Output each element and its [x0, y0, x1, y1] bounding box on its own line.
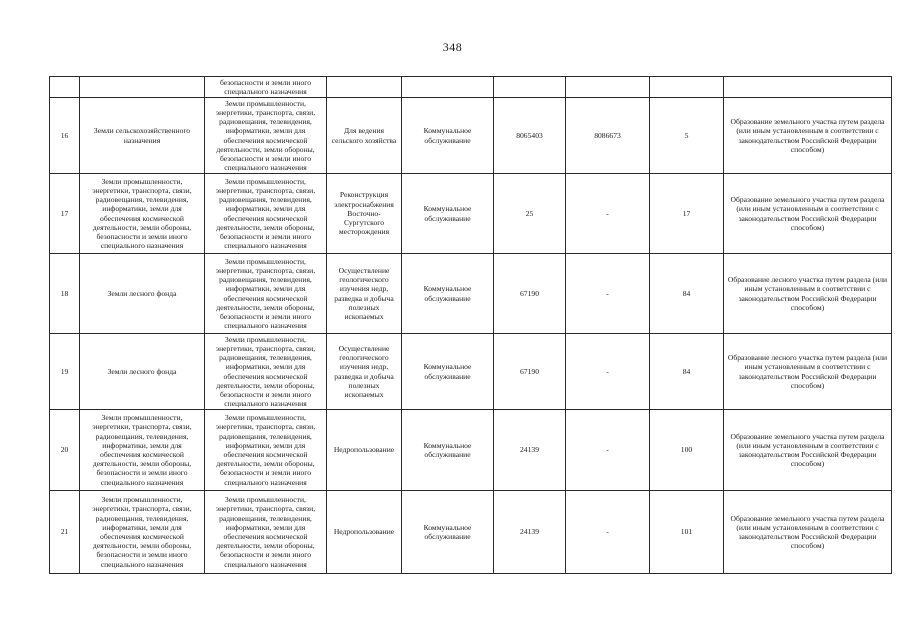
area-value-1	[494, 77, 566, 98]
new-land-category: Земли промышленности, энергетики, транспорта, связи, радиовещания, телевидения, информатики, земли для обеспечения космической деятельности, земли обороны, безопасности и земли иного специального назначения	[205, 174, 327, 254]
plot-count: 100	[650, 410, 724, 491]
utility-service-type	[402, 77, 494, 98]
row-number: 19	[50, 334, 80, 410]
area-value-2: -	[566, 491, 650, 574]
table-row	[50, 174, 892, 254]
area-value-2: -	[566, 410, 650, 491]
new-land-category: Земли промышленности, энергетики, транспорта, связи, радиовещания, телевидения, информатики, земли для обеспечения космической деятельности, земли обороны, безопасности и земли иного специального назначения	[205, 254, 327, 334]
formation-method: Образование лесного участка путем раздела (или иным установленным в соответствии с законодательством Российской Федерации способом)	[724, 334, 892, 410]
area-value-2: -	[566, 254, 650, 334]
new-land-category: Земли промышленности, энергетики, транспорта, связи, радиовещания, телевидения, информатики, земли для обеспечения космической деятельности, земли обороны, безопасности и земли иного специального назначения	[205, 491, 327, 574]
permitted-use: Недропользование	[327, 491, 402, 574]
area-value-2: 8086673	[566, 98, 650, 174]
permitted-use: Осуществление геологического изучения недр, разведка и добыча полезных ископаемых	[327, 254, 402, 334]
formation-method: Образование лесного участка путем раздела (или иным установленным в соответствии с законодательством Российской Федерации способом)	[724, 254, 892, 334]
current-land-category	[80, 77, 205, 98]
new-land-category: Земли промышленности, энергетики, транспорта, связи, радиовещания, телевидения, информатики, земли для обеспечения космической деятельности, земли обороны, безопасности и земли иного специального назначения	[205, 98, 327, 174]
current-land-category: Земли лесного фонда	[80, 254, 205, 334]
formation-method	[724, 77, 892, 98]
table-row	[50, 254, 892, 334]
utility-service-type: Коммунальное обслуживание	[402, 334, 494, 410]
permitted-use	[327, 77, 402, 98]
current-land-category: Земли промышленности, энергетики, транспорта, связи, радиовещания, телевидения, информатики, земли для обеспечения космической деятельности, земли обороны, безопасности и земли иного специального назначения	[80, 491, 205, 574]
formation-method: Образование земельного участка путем раздела (или иным установленным в соответствии с законодательством Российской Федерации способом)	[724, 98, 892, 174]
current-land-category: Земли промышленности, энергетики, транспорта, связи, радиовещания, телевидения, информатики, земли для обеспечения космической деятельности, земли обороны, безопасности и земли иного специального назначения	[80, 410, 205, 491]
area-value-1: 67190	[494, 334, 566, 410]
utility-service-type: Коммунальное обслуживание	[402, 254, 494, 334]
formation-method: Образование земельного участка путем раздела (или иным установленным в соответствии с законодательством Российской Федерации способом)	[724, 174, 892, 254]
table-row	[50, 77, 892, 98]
utility-service-type: Коммунальное обслуживание	[402, 98, 494, 174]
row-number: 18	[50, 254, 80, 334]
table-row	[50, 98, 892, 174]
area-value-2: -	[566, 174, 650, 254]
table-row	[50, 410, 892, 491]
area-value-1: 25	[494, 174, 566, 254]
row-number: 17	[50, 174, 80, 254]
permitted-use: Для ведения сельского хозяйства	[327, 98, 402, 174]
plot-count: 5	[650, 98, 724, 174]
table-body	[50, 77, 892, 574]
plot-count: 84	[650, 254, 724, 334]
new-land-category: безопасности и земли иного специального назначения	[205, 77, 327, 98]
area-value-2	[566, 77, 650, 98]
row-number: 21	[50, 491, 80, 574]
permitted-use: Недропользование	[327, 410, 402, 491]
row-number	[50, 77, 80, 98]
table-row	[50, 334, 892, 410]
table-row	[50, 491, 892, 574]
area-value-2: -	[566, 334, 650, 410]
new-land-category: Земли промышленности, энергетики, транспорта, связи, радиовещания, телевидения, информатики, земли для обеспечения космической деятельности, земли обороны, безопасности и земли иного специального назначения	[205, 410, 327, 491]
current-land-category: Земли сельскохозяйственного назначения	[80, 98, 205, 174]
area-value-1: 24139	[494, 410, 566, 491]
formation-method: Образование земельного участка путем раздела (или иным установленным в соответствии с законодательством Российской Федерации способом)	[724, 410, 892, 491]
plot-count: 84	[650, 334, 724, 410]
plot-count: 17	[650, 174, 724, 254]
plot-count: 101	[650, 491, 724, 574]
row-number: 20	[50, 410, 80, 491]
area-value-1: 8065403	[494, 98, 566, 174]
utility-service-type: Коммунальное обслуживание	[402, 491, 494, 574]
permitted-use: Реконструкция электроснабжения Восточно-Сургутского месторождения	[327, 174, 402, 254]
land-plots-table	[49, 76, 892, 574]
area-value-1: 67190	[494, 254, 566, 334]
current-land-category: Земли лесного фонда	[80, 334, 205, 410]
plot-count	[650, 77, 724, 98]
utility-service-type: Коммунальное обслуживание	[402, 174, 494, 254]
current-land-category: Земли промышленности, энергетики, транспорта, связи, радиовещания, телевидения, информатики, земли для обеспечения космической деятельности, земли обороны, безопасности и земли иного специального назначения	[80, 174, 205, 254]
row-number: 16	[50, 98, 80, 174]
utility-service-type: Коммунальное обслуживание	[402, 410, 494, 491]
area-value-1: 24139	[494, 491, 566, 574]
new-land-category: Земли промышленности, энергетики, транспорта, связи, радиовещания, телевидения, информатики, земли для обеспечения космической деятельности, земли обороны, безопасности и земли иного специального назначения	[205, 334, 327, 410]
page-number: 348	[442, 40, 463, 54]
permitted-use: Осуществление геологического изучения недр, разведка и добыча полезных ископаемых	[327, 334, 402, 410]
formation-method: Образование земельного участка путем раздела (или иным установленным в соответствии с законодательством Российской Федерации способом)	[724, 491, 892, 574]
